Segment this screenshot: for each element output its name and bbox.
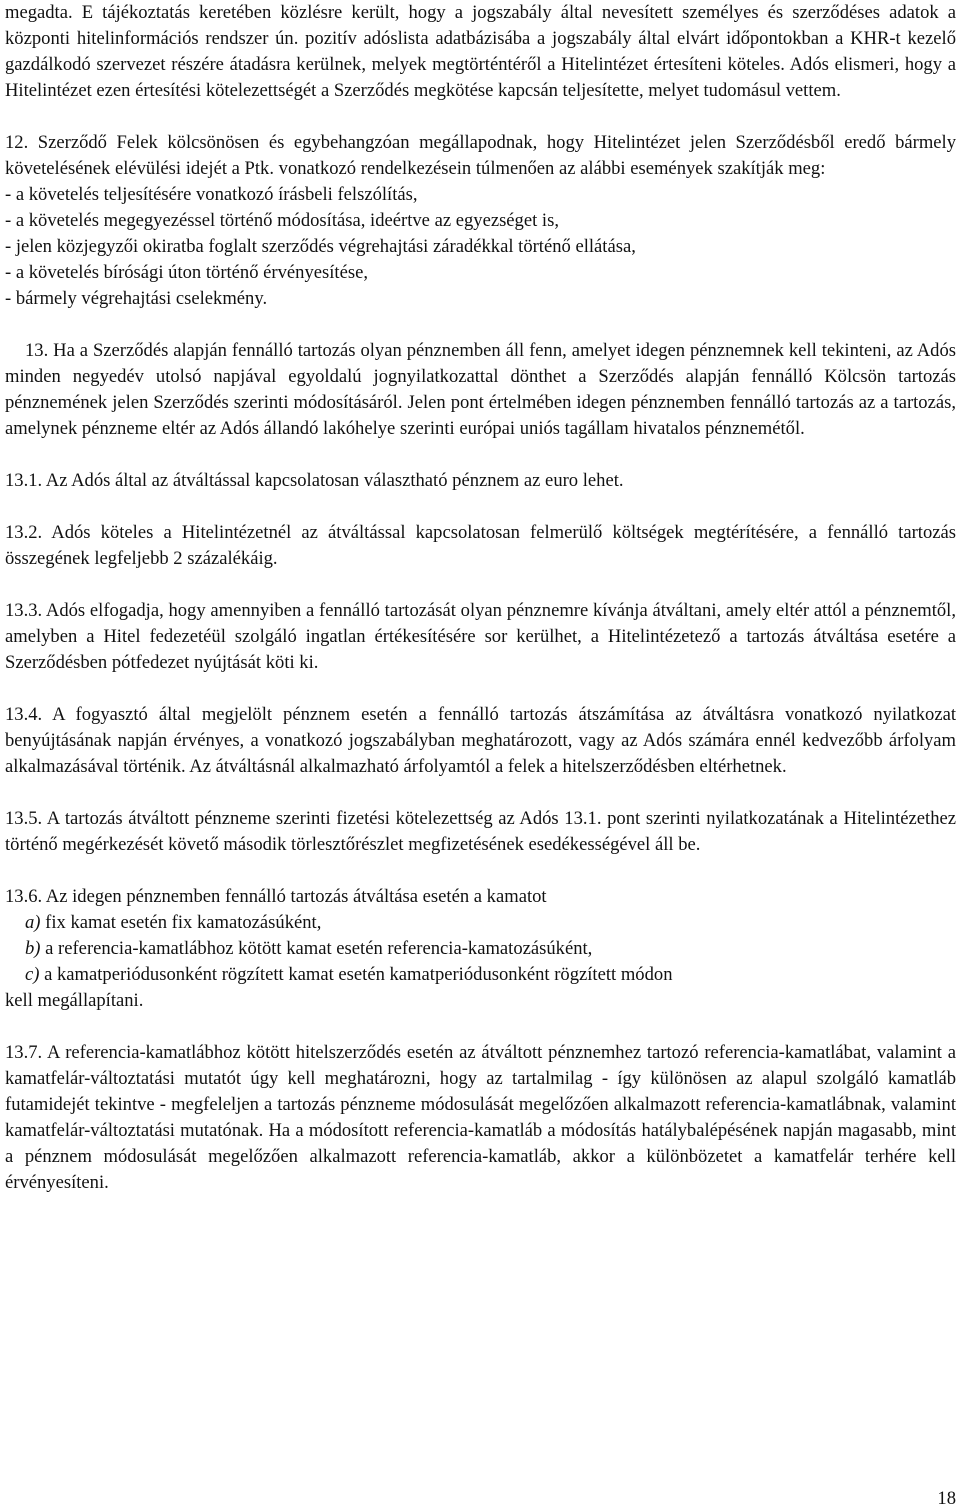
list-item: - bármely végrehajtási cselekmény. [5, 288, 268, 309]
paragraph-13-6-outro: kell megállapítani. [5, 990, 144, 1011]
paragraph-13-7: 13.7. A referencia-kamatlábhoz kötött hitelszerződés esetén az átváltott pénznemhez tartozó referencia-kamatlábat, valamint a kamatfelár-változtatási mutatót úgy kell meghatározni, hogy az tartalmilag - így különösen az alapul szolgáló kamatláb futamidejét tekintve - megfeleljen a tartozás pénzneme módosulását megelőzően alkalmazott referencia-kamatlábnak, valamint kamatfelár-változtatási mutatónak. Ha a módosított referencia-kamatláb a módosítás hatálybalépésének napján magasabb, mint a pénznem módosulását megelőzően alkalmazott referencia-kamatláb, akkor a különbözetet a kamatfelár terhére kell érvényesíteni. [5, 1042, 956, 1193]
page-number: 18 [937, 1488, 956, 1509]
item-text: fix kamat esetén fix kamatozásúként, [40, 912, 322, 933]
paragraph-intro: megadta. E tájékoztatás keretében közlésre került, hogy a jogszabály által nevesített személyes és szerződéses adatok a központi hitelinformációs rendszer ún. pozitív adóslista adatbázisába a jogszabály által elvárt időpontokban a KHR-t kezelő gazdálkodó szervezet részére átadásra kerülnek, melyek megtörténtéről a Hitelintézet értesíteni köteles. Adós elismeri, hogy a Hitelintézet ezen értesítési kötelezettségét a Szerződés megkötése kapcsán teljesítette, melyet tudomásul vettem. [5, 2, 956, 101]
paragraph-13-6 [5, 884, 956, 1014]
paragraph-13-2: 13.2. Adós köteles a Hitelintézetnél az átváltással kapcsolatosan felmerülő költségek megtérítésére, a fennálló tartozás összegének legfeljebb 2 százalékáig. [5, 522, 956, 569]
item-text: a referencia-kamatlábhoz kötött kamat esetén referencia-kamatozásúként, [40, 938, 593, 959]
item-marker: b) [25, 938, 41, 959]
list-item: - a követelés megegyezéssel történő módosítása, ideértve az egyezséget is, [5, 210, 559, 231]
paragraph-13: 13. Ha a Szerződés alapján fennálló tartozás olyan pénznemben áll fenn, amelyet idegen pénznemnek kell tekinteni, az Adós minden negyedév utolsó napjával egyoldalú jognyilatkozattal dönthet a Szerződés alapján fennálló Kölcsön tartozás pénznemének jelen Szerződés szerinti módosításáról. Jelen pont értelmében idegen pénznemben fennálló tartozás az a tartozás, amelynek pénzneme eltér az Adós állandó lakóhelye szerinti európai uniós tagállam hivatalos pénznemétől. [5, 340, 956, 439]
paragraph-13-1: 13.1. Az Adós által az átváltással kapcsolatosan választható pénznem az euro lehet. [5, 470, 624, 491]
list-item: - a követelés teljesítésére vonatkozó írásbeli felszólítás, [5, 184, 418, 205]
list-item [5, 910, 956, 936]
list-item [5, 962, 956, 988]
paragraph-13-6-intro: 13.6. Az idegen pénznemben fennálló tartozás átváltása esetén a kamatot [5, 886, 547, 907]
paragraph-12: 12. Szerződő Felek kölcsönösen és egybehangzóan megállapodnak, hogy Hitelintézet jelen Szerződésből eredő bármely követelésének elévülési idejét a Ptk. vonatkozó rendelkezésein túlmenően az alábbi események szakítják meg: [5, 132, 956, 179]
document-page [5, 0, 956, 1196]
paragraph-13-5: 13.5. A tartozás átváltott pénzneme szerinti fizetési kötelezettség az Adós 13.1. pont szerinti nyilatkozatának a Hitelintézethez történő megérkezését követő második törlesztőrészlet megfizetésének esedékességével áll be. [5, 808, 956, 855]
paragraph-13-3: 13.3. Adós elfogadja, hogy amennyiben a fennálló tartozását olyan pénznemre kívánja átváltani, amely eltér attól a pénznemtől, amelyben a Hitel fedezetéül szolgáló ingatlan értékesítésére sor kerülhet, a Hitelintézetező a tartozás átváltása esetére a Szerződésben pótfedezet nyújtását köti ki. [5, 600, 956, 673]
item-marker: c) [25, 964, 40, 985]
list-item: - jelen közjegyzői okiratba foglalt szerződés végrehajtási záradékkal történő ellátása, [5, 236, 636, 257]
item-marker: a) [25, 912, 41, 933]
paragraph-12-list [5, 182, 956, 312]
item-text: a kamatperiódusonként rögzített kamat esetén kamatperiódusonként rögzített módon [39, 964, 673, 985]
paragraph-13-4: 13.4. A fogyasztó által megjelölt pénznem esetén a fennálló tartozás átszámítása az átváltásra vonatkozó nyilatkozat benyújtásának napján érvényes, a vonatkozó jogszabályban meghatározott, vagy az Adós számára ennél kedvezőbb árfolyam alkalmazásával történik. Az átváltásnál alkalmazható árfolyamtól a felek a hitelszerződésben eltérhetnek. [5, 704, 956, 777]
list-item: - a követelés bírósági úton történő érvényesítése, [5, 262, 368, 283]
list-item [5, 936, 956, 962]
